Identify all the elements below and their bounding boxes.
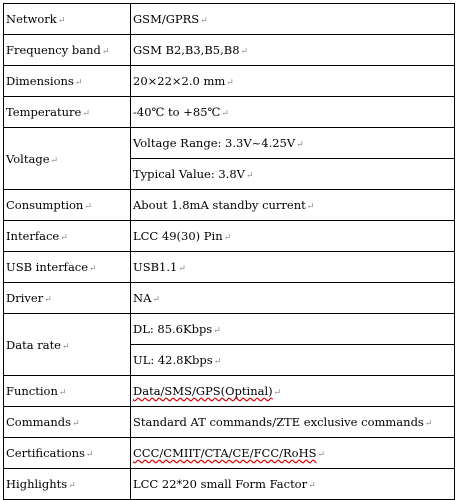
row-label: Certifications — [6, 446, 85, 460]
row-value: 20×22×2.0 mm — [133, 74, 226, 88]
paragraph-mark: ↵ — [84, 202, 92, 212]
row-value-cell — [131, 190, 455, 221]
row-label: USB interface — [6, 260, 89, 274]
row-label: Function — [6, 384, 58, 398]
row-value-cell — [131, 407, 455, 438]
row-value: Voltage Range: 3.3V~4.25V — [133, 136, 296, 150]
row-label-cell — [4, 407, 131, 438]
row-label-cell — [4, 469, 131, 500]
paragraph-mark: ↵ — [85, 450, 94, 460]
row-value: -40℃ to +85℃ — [133, 105, 221, 119]
paragraph-mark: ↵ — [178, 264, 186, 274]
paragraph-mark: ↵ — [72, 419, 80, 429]
row-value-cell — [131, 159, 455, 190]
table-row — [4, 35, 455, 66]
paragraph-mark: ↵ — [74, 78, 83, 88]
row-value: Standard AT commands/ZTE exclusive commands — [133, 415, 424, 429]
paragraph-mark: ↵ — [245, 171, 254, 181]
paragraph-mark: ↵ — [221, 109, 229, 119]
row-label-cell — [4, 438, 131, 469]
row-value-cell — [131, 35, 455, 66]
row-label: Consumption — [6, 198, 84, 212]
row-value-cell — [131, 314, 455, 345]
row-value: LCC 22*20 small Form Factor — [133, 477, 308, 491]
row-label-cell — [4, 4, 131, 35]
row-value-cell — [131, 4, 455, 35]
paragraph-mark: ↵ — [101, 47, 110, 57]
row-value-cell — [131, 469, 455, 500]
paragraph-mark: ↵ — [57, 16, 66, 26]
table-row — [4, 283, 455, 314]
row-value: LCC 49(30) Pin — [133, 229, 223, 243]
row-label: Dimensions — [6, 74, 74, 88]
row-label: Network — [6, 12, 57, 26]
paragraph-mark: ↵ — [58, 388, 67, 398]
row-label: Commands — [6, 415, 72, 429]
paragraph-mark: ↵ — [152, 295, 160, 305]
paragraph-mark: ↵ — [213, 357, 222, 367]
row-value: GSM/GPRS — [133, 12, 200, 26]
table-row — [4, 438, 455, 469]
row-value: USB1.1 — [133, 260, 178, 274]
paragraph-mark: ↵ — [273, 388, 282, 398]
row-label-cell — [4, 221, 131, 252]
table-row — [4, 314, 455, 345]
row-value-cell — [131, 283, 455, 314]
row-label: Highlights — [6, 477, 68, 491]
row-value-cell — [131, 97, 455, 128]
row-label: Interface — [6, 229, 60, 243]
paragraph-mark: ↵ — [50, 155, 59, 166]
row-label: Driver — [6, 291, 44, 305]
row-value-cell — [131, 66, 455, 97]
row-value: UL: 42.8Kbps — [133, 353, 213, 367]
row-value-cell — [131, 376, 455, 407]
paragraph-mark: ↵ — [308, 481, 316, 491]
row-label-cell — [4, 252, 131, 283]
row-value: DL: 85.6Kbps — [133, 322, 213, 336]
table-row — [4, 252, 455, 283]
row-label: Frequency band — [6, 43, 101, 57]
paragraph-mark: ↵ — [82, 109, 90, 119]
row-value-cell — [131, 128, 455, 159]
paragraph-mark: ↵ — [213, 326, 221, 336]
row-value: About 1.8mA standby current — [133, 198, 306, 212]
table-row — [4, 469, 455, 500]
table-row — [4, 4, 455, 35]
paragraph-mark: ↵ — [226, 78, 234, 88]
spec-table — [3, 3, 455, 500]
row-label: Temperature — [6, 105, 82, 119]
table-row — [4, 221, 455, 252]
paragraph-mark: ↵ — [240, 47, 249, 57]
row-value: CCC/CMIIT/CTA/CE/FCC/RoHS — [133, 446, 317, 460]
row-value: Data/SMS/GPS(Optinal) — [133, 384, 273, 398]
table-row — [4, 376, 455, 407]
row-label-cell — [4, 66, 131, 97]
row-label-cell — [4, 35, 131, 66]
row-value-cell — [131, 438, 455, 469]
row-value: Typical Value: 3.8V — [133, 167, 245, 181]
paragraph-mark: ↵ — [296, 140, 304, 150]
paragraph-mark: ↵ — [44, 295, 52, 305]
row-value: GSM B2,B3,B5,B8 — [133, 43, 240, 57]
paragraph-mark: ↵ — [317, 450, 326, 460]
row-label-cell — [4, 314, 131, 376]
row-value-cell — [131, 345, 455, 376]
paragraph-mark: ↵ — [68, 481, 76, 491]
row-label-cell — [4, 376, 131, 407]
row-label-cell — [4, 283, 131, 314]
paragraph-mark: ↵ — [424, 419, 433, 429]
paragraph-mark: ↵ — [60, 233, 68, 243]
table-row — [4, 190, 455, 221]
row-label: Data rate — [6, 337, 61, 352]
row-label: Voltage — [6, 151, 50, 166]
paragraph-mark: ↵ — [200, 16, 208, 26]
paragraph-mark: ↵ — [223, 233, 232, 243]
table-row — [4, 66, 455, 97]
table-row — [4, 97, 455, 128]
row-value-cell — [131, 221, 455, 252]
row-label-cell — [4, 128, 131, 190]
paragraph-mark: ↵ — [62, 341, 70, 352]
row-value-cell — [131, 252, 455, 283]
row-label-cell — [4, 97, 131, 128]
table-row — [4, 407, 455, 438]
table-row — [4, 128, 455, 159]
paragraph-mark: ↵ — [306, 202, 315, 212]
paragraph-mark: ↵ — [89, 264, 97, 274]
row-value: NA — [133, 291, 152, 305]
row-label-cell — [4, 190, 131, 221]
